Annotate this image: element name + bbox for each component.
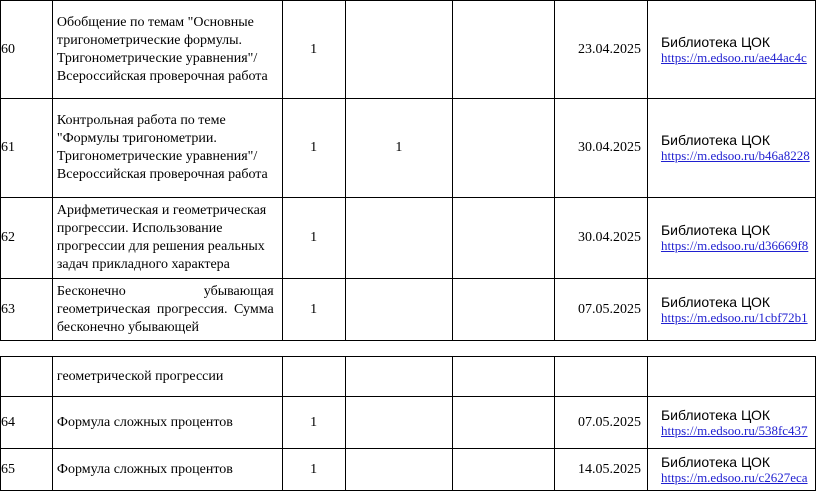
lesson-hours: 1	[282, 397, 345, 449]
lesson-hours: 1	[282, 1, 345, 99]
lesson-topic: Обобщение по темам "Основные тригонометрические формулы. Тригонометрические уравнения"/Всероссийская проверочная работа	[52, 1, 282, 99]
library-cell	[647, 198, 815, 279]
control-hours	[345, 279, 453, 341]
library-link[interactable]: https://m.edsoo.ru/c2627eca	[660, 469, 808, 485]
lesson-hours: 1	[282, 99, 345, 198]
library-cell	[647, 279, 815, 341]
library-link[interactable]: https://m.edsoo.ru/538fc437	[660, 422, 808, 438]
library-link[interactable]: https://m.edsoo.ru/d36669f8	[660, 238, 809, 253]
lesson-hours: 1	[282, 449, 345, 491]
library-title: Библиотека ЦОК	[660, 222, 771, 238]
practical-hours	[453, 1, 555, 99]
table-row	[1, 1, 816, 99]
table-row	[1, 357, 816, 397]
library-cell	[647, 449, 815, 491]
control-hours	[345, 1, 453, 99]
lesson-number: 60	[1, 1, 53, 99]
table-row	[1, 279, 816, 341]
practical-hours	[453, 397, 555, 449]
library-title: Библиотека ЦОК	[660, 132, 771, 148]
lesson-topic: Контрольная работа по теме "Формулы тригонометрии. Тригонометрические уравнения"/Всероссийская проверочная работа	[52, 99, 282, 198]
lesson-number: 62	[1, 198, 53, 279]
library-link[interactable]: https://m.edsoo.ru/ae44ac4c	[660, 49, 807, 65]
lesson-date: 14.05.2025	[555, 449, 648, 491]
library-cell	[647, 397, 815, 449]
lesson-date: 30.04.2025	[555, 198, 648, 279]
control-hours	[345, 397, 453, 449]
lesson-number: 63	[1, 279, 53, 341]
control-hours	[345, 449, 453, 491]
lesson-topic: Арифметическая и геометрическая прогрессии. Использование прогрессии для решения реальных задач прикладного характера	[52, 198, 282, 279]
lesson-topic: Бесконечно убывающая геометрическая прогрессия. Сумма бесконечно убывающей	[52, 279, 282, 341]
lesson-hours: 1	[282, 198, 345, 279]
lesson-table-part-2	[0, 356, 816, 491]
practical-hours	[453, 99, 555, 198]
table-row	[1, 397, 816, 449]
lesson-date: 07.05.2025	[555, 397, 648, 449]
lesson-hours: 1	[282, 279, 345, 341]
lesson-number: 61	[1, 99, 53, 198]
library-link[interactable]: https://m.edsoo.ru/1cbf72b1	[660, 309, 808, 325]
lesson-date	[555, 357, 648, 397]
practical-hours	[453, 449, 555, 491]
library-title: Библиотека ЦОК	[660, 406, 771, 423]
table-row	[1, 449, 816, 491]
table-row	[1, 198, 816, 279]
lesson-hours	[282, 357, 345, 397]
lesson-date: 23.04.2025	[555, 1, 648, 99]
control-hours: 1	[345, 99, 453, 198]
library-cell	[647, 357, 815, 397]
library-cell	[647, 1, 815, 99]
lesson-number: 64	[1, 397, 53, 449]
practical-hours	[453, 357, 555, 397]
table-row	[1, 99, 816, 198]
library-link[interactable]: https://m.edsoo.ru/b46a8228	[660, 148, 810, 163]
lesson-date: 07.05.2025	[555, 279, 648, 341]
lesson-topic-continuation: геометрической прогрессии	[52, 357, 282, 397]
practical-hours	[453, 279, 555, 341]
library-title: Библиотека ЦОК	[660, 33, 771, 50]
lesson-date: 30.04.2025	[555, 99, 648, 198]
lesson-number: 65	[1, 449, 53, 491]
library-title: Библиотека ЦОК	[660, 293, 771, 310]
lesson-number	[1, 357, 53, 397]
control-hours	[345, 357, 453, 397]
library-cell	[647, 99, 815, 198]
practical-hours	[453, 198, 555, 279]
lesson-topic: Формула сложных процентов	[52, 397, 282, 449]
control-hours	[345, 198, 453, 279]
lesson-topic: Формула сложных процентов	[52, 449, 282, 491]
library-title: Библиотека ЦОК	[660, 453, 771, 470]
